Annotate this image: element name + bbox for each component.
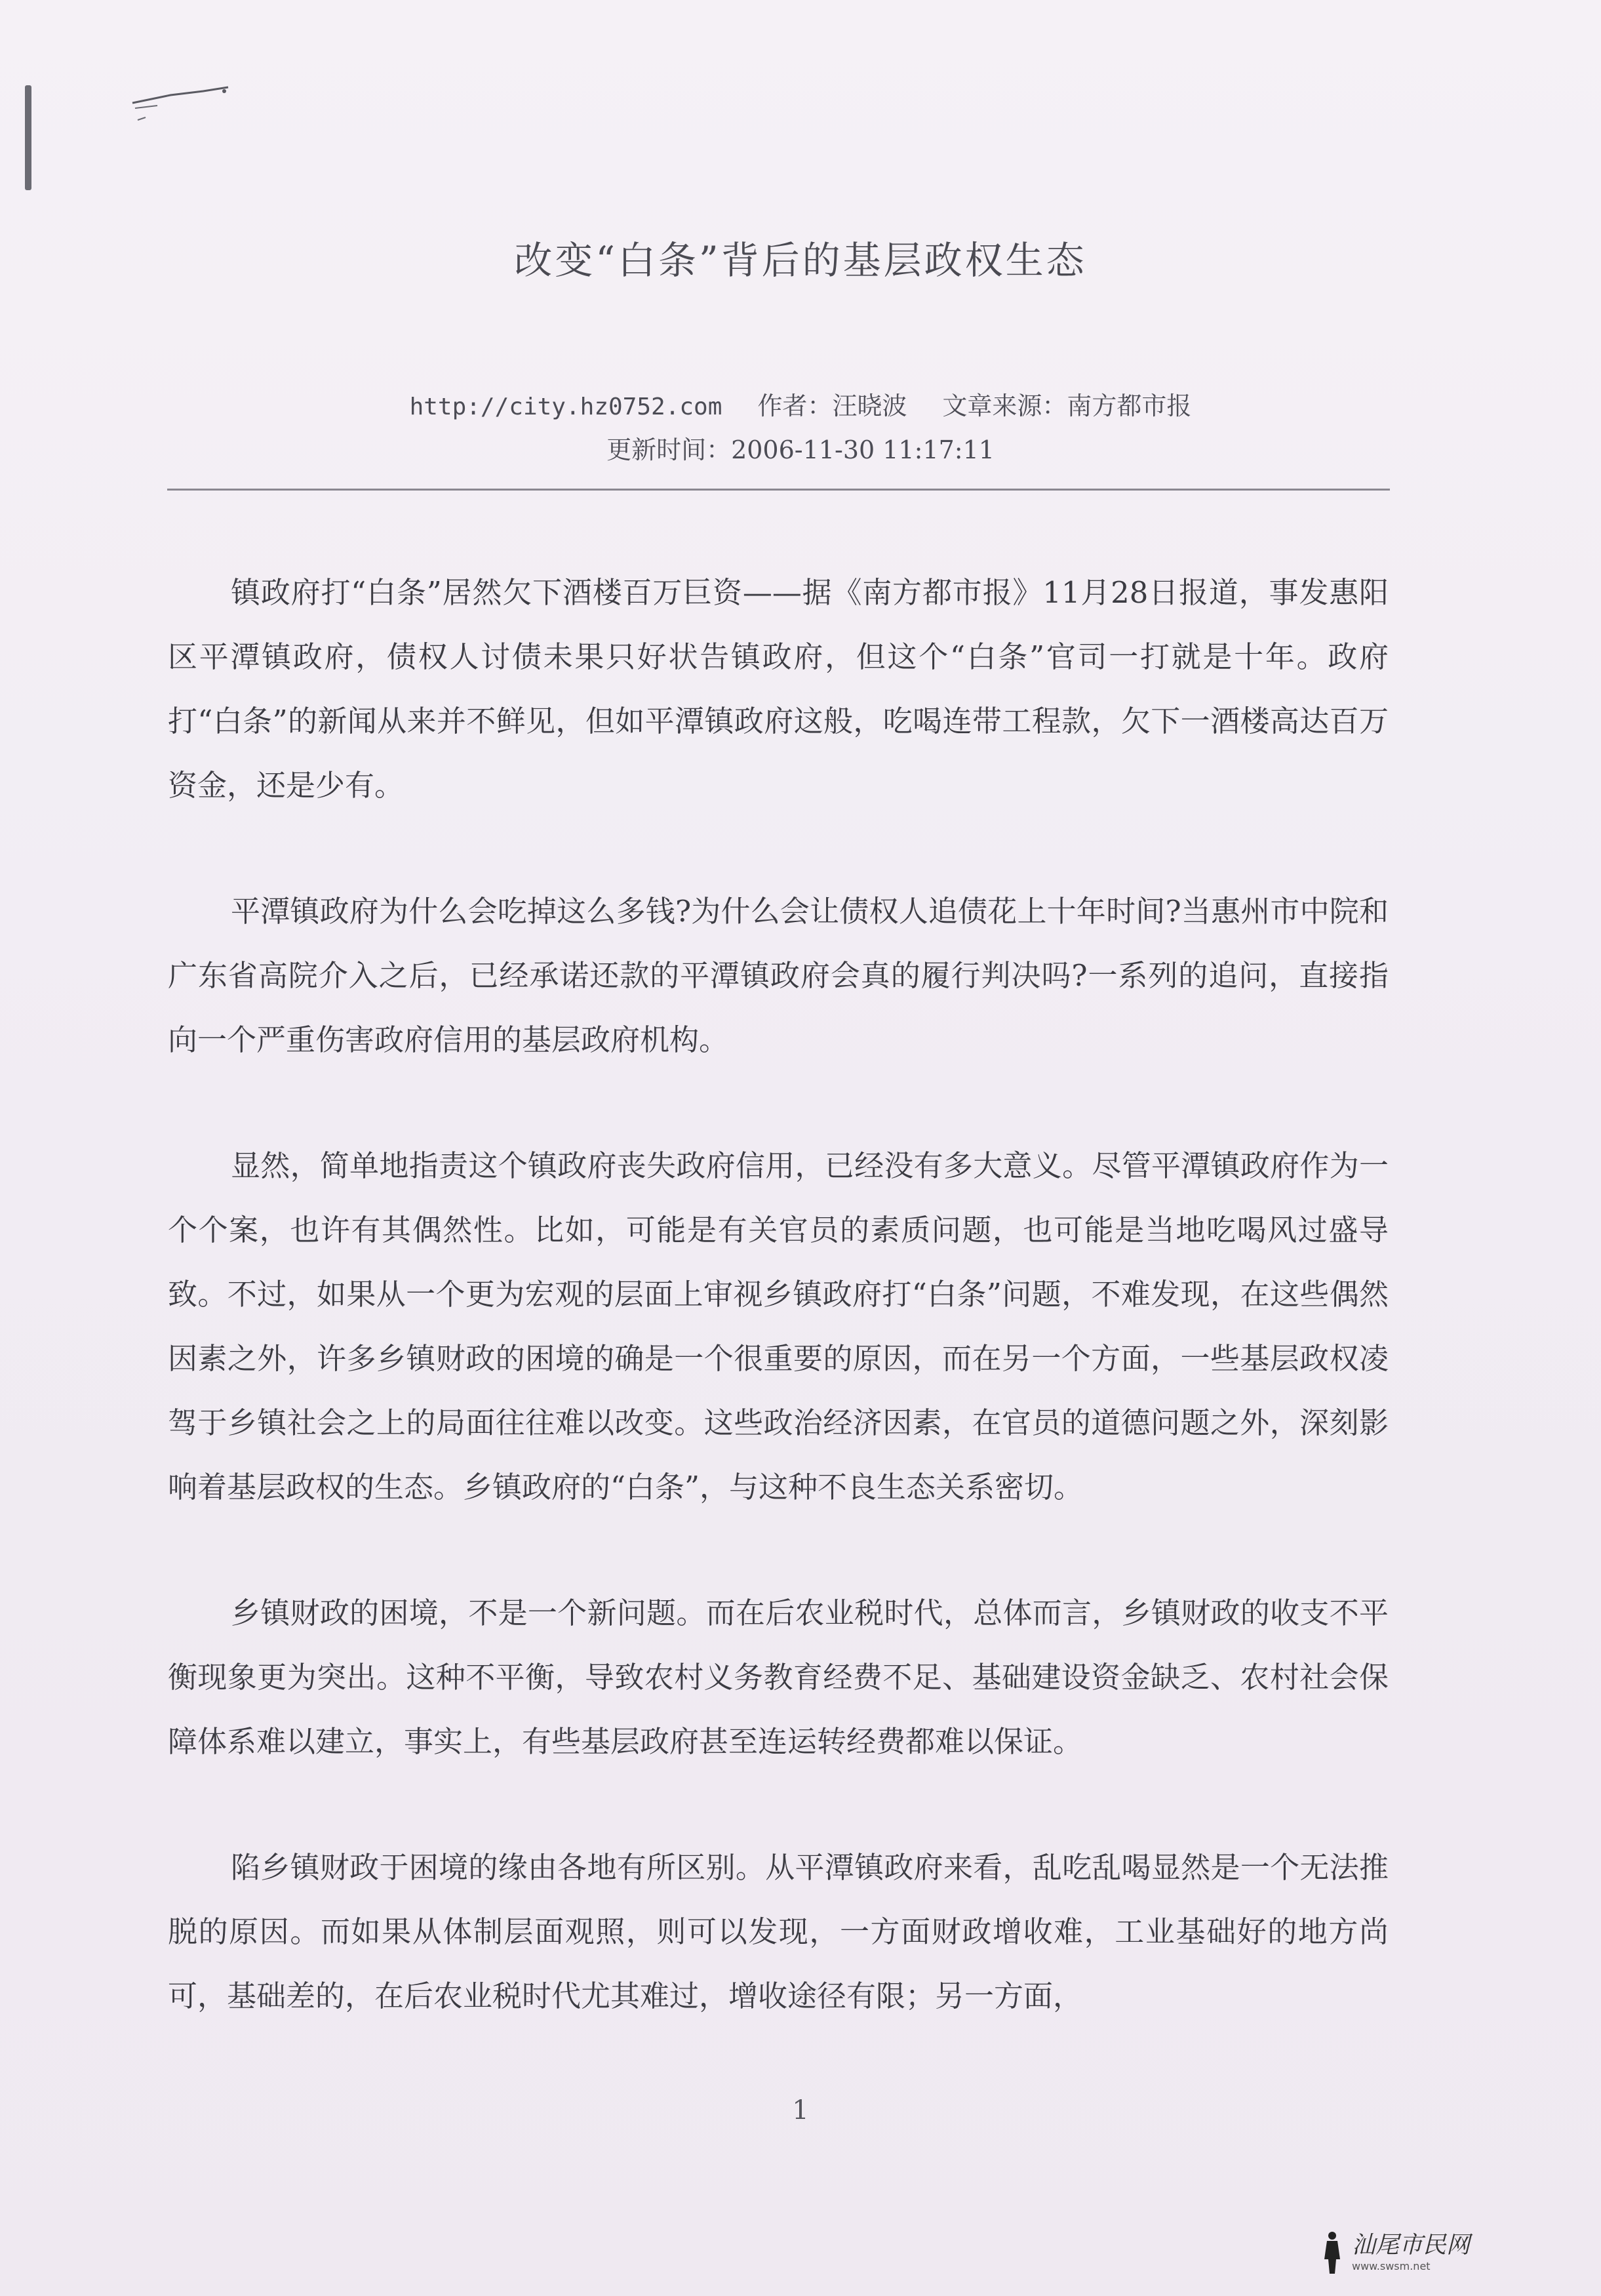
figure-icon: [1319, 2230, 1345, 2275]
site-watermark: [1319, 2229, 1588, 2276]
paragraph: 平潭镇政府为什么会吃掉这么多钱?为什么会让债权人追债花上十年时间?当惠州市中院和广东省高院介入之后，已经承诺还款的平潭镇政府会真的履行判决吗?一系列的追问，直接指向一个严重伤害政府信用的基层政府机构。: [168, 894, 1389, 1057]
watermark-name: 汕尾市民网: [1352, 2232, 1471, 2259]
binder-mark: [25, 85, 31, 190]
divider: [167, 489, 1390, 491]
author: 作者：汪晓波: [757, 392, 907, 420]
article-source: 文章来源：南方都市报: [942, 392, 1192, 420]
paragraph: 乡镇财政的困境，不是一个新问题。而在后农业税时代，总体而言，乡镇财政的收支不平衡现象更为突出。这种不平衡，导致农村义务教育经费不足、基础建设资金缺乏、农村社会保障体系难以建立，事实上，有些基层政府甚至连运转经费都难以保证。: [168, 1596, 1389, 1759]
source-url: http://city.hz0752.com: [409, 393, 722, 420]
pen-scribble: [131, 82, 229, 121]
watermark-url: www.swsm.net: [1352, 2260, 1431, 2272]
page-number: 1: [792, 2095, 809, 2125]
article-title: 改变“白条”背后的基层政权生态: [514, 238, 1087, 283]
article-meta: [0, 386, 1601, 422]
paragraph: 镇政府打“白条”居然欠下酒楼百万巨资——据《南方都市报》11月28日报道，事发惠阳区平潭镇政府，债权人讨债未果只好状告镇政府，但这个“白条”官司一打就是十年。政府打“白条”的新闻从来并不鲜见，但如平潭镇政府这般，吃喝连带工程款，欠下一酒楼高达百万资金，还是少有。: [168, 575, 1389, 803]
paragraph: 显然，简单地指责这个镇政府丧失政府信用，已经没有多大意义。尽管平潭镇政府作为一个个案，也许有其偶然性。比如，可能是有关官员的素质问题，也可能是当地吃喝风过盛导致。不过，如果从一个更为宏观的层面上审视乡镇政府打“白条”问题，不难发现，在这些偶然因素之外，许多乡镇财政的困境的确是一个很重要的原因，而在另一个方面，一些基层政权凌驾于乡镇社会之上的局面往往难以改变。这些政治经济因素，在官员的道德问题之外，深刻影响着基层政权的生态。乡镇政府的“白条”，与这种不良生态关系密切。: [168, 1148, 1389, 1504]
paragraph: 陷乡镇财政于困境的缘由各地有所区别。从平潭镇政府来看，乱吃乱喝显然是一个无法推脱的原因。而如果从体制层面观照，则可以发现，一方面财政增收难，工业基础好的地方尚可，基础差的，在后农业税时代尤其难过，增收途径有限；另一方面，: [168, 1850, 1389, 2013]
update-time: 更新时间：2006-11-30 11:17:11: [606, 435, 995, 464]
article-body: [168, 561, 1389, 2090]
